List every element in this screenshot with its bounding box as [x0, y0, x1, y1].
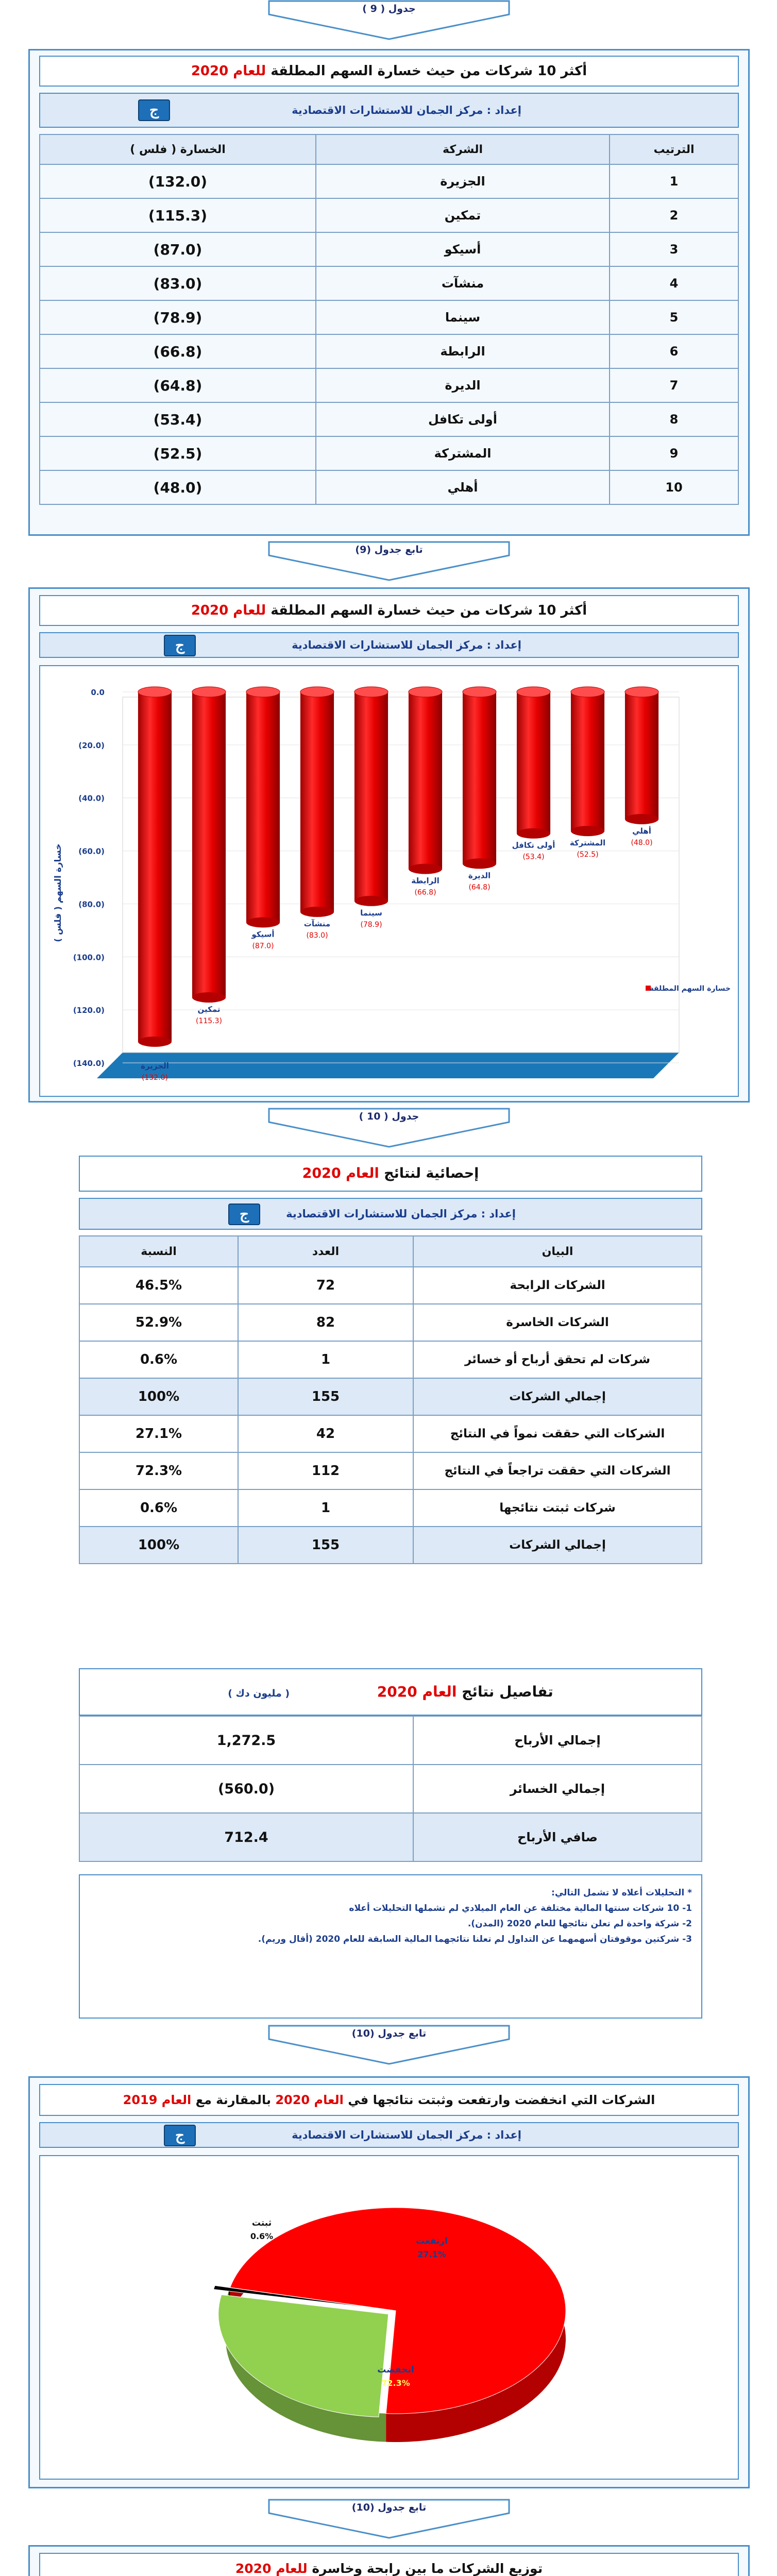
bar-category-label: سينما — [360, 908, 382, 918]
count-cell: 112 — [238, 1452, 413, 1489]
table10-arrow-label: جدول ( 10 ) — [359, 1111, 419, 1122]
bar — [138, 692, 172, 1042]
loss-cell: (64.8) — [40, 368, 316, 402]
label-cell: شركات لم تحقق أرباح أو خسائر — [413, 1341, 702, 1378]
details-row — [79, 1765, 702, 1813]
bar-value-label: (53.4) — [522, 853, 545, 861]
chart1-area — [39, 665, 739, 1097]
table10-arrow — [268, 1108, 510, 1149]
bar-top — [409, 687, 442, 697]
table-row — [40, 436, 738, 470]
company-cell: أسيكو — [316, 232, 610, 266]
col-count-header: العدد — [238, 1236, 413, 1267]
bar-value-label: (78.9) — [360, 920, 382, 929]
table-row — [40, 232, 738, 266]
slice-label: ارتفعت — [416, 2236, 448, 2246]
details-row — [79, 1716, 702, 1765]
count-cell: 1 — [238, 1489, 413, 1527]
slice-label: انخفضت — [377, 2365, 414, 2375]
pie1-title-mid: بالمقارنة مع — [195, 2093, 271, 2107]
bar-value-label: (87.0) — [252, 942, 274, 951]
bar — [409, 692, 442, 869]
loss-cell: (83.0) — [40, 266, 316, 300]
note-line: 2- شركة واحدة لم تعلن نتائجها للعام 2020 (المدن). — [467, 1919, 692, 1929]
col-loss-header: الخسارة ( فلس ) — [40, 134, 316, 164]
details-unit: ( مليون دك ) — [228, 1688, 290, 1699]
y-tick-label: (120.0) — [73, 1006, 105, 1015]
pie1-title-text: الشركات التي انخفضت وارتفعت وثبتت نتائجها في — [348, 2093, 655, 2107]
count-cell: 42 — [238, 1415, 413, 1452]
company-cell: أهلي — [316, 470, 610, 504]
count-cell: 82 — [238, 1304, 413, 1341]
pie-chart-1 — [40, 2156, 738, 2479]
bar-base — [517, 828, 550, 839]
pie1-title-year1: العام 2020 — [275, 2093, 344, 2107]
table9-panel — [28, 49, 750, 536]
slice-value-label: 72.3% — [381, 2378, 410, 2388]
pie-slice — [218, 2295, 388, 2417]
table-row — [40, 402, 738, 436]
notes-box — [79, 1874, 702, 2019]
details-label: صافي الأرباح — [413, 1813, 702, 1861]
details-grid — [79, 1716, 702, 1862]
table10-grid — [79, 1235, 702, 1564]
loss-cell: (87.0) — [40, 232, 316, 266]
pie1-area — [39, 2155, 739, 2480]
details-value: 1,272.5 — [79, 1716, 413, 1765]
table9-arrow-label: جدول ( 9 ) — [362, 3, 416, 14]
pie1-arrow-label: تابع جدول (10) — [351, 2028, 427, 2039]
details-title — [79, 1668, 702, 1716]
chart1-arrow — [268, 541, 510, 582]
table10-title-year: العام 2020 — [302, 1165, 379, 1181]
note-line: 1- 10 شركات سنتها المالية مختلفة عن العام الميلادي لم تشملها التحليلات أعلاه — [349, 1903, 692, 1913]
loss-cell: (132.0) — [40, 164, 316, 198]
legend-label: خسارة السهم المطلقة — [649, 985, 731, 993]
bar — [192, 692, 226, 997]
loss-cell: (66.8) — [40, 334, 316, 368]
company-cell: المشتركة — [316, 436, 610, 470]
pct-cell: 52.9% — [79, 1304, 238, 1341]
logo-icon: ج — [228, 1204, 260, 1225]
loss-cell: (52.5) — [40, 436, 316, 470]
col-rank-header: الترتيب — [610, 134, 738, 164]
table10-title-text: إحصائية لنتائج — [384, 1165, 479, 1181]
bar-top — [517, 687, 550, 697]
bar-category-label: الجزيرة — [141, 1061, 169, 1071]
pie2-title — [39, 2553, 739, 2576]
bar — [300, 692, 334, 912]
pie2-arrow-label: تابع جدول (10) — [351, 2502, 427, 2513]
note-line: 3- شركتين موقوفتان أسهمهما عن التداول لم تعلنا نتائجهما المالية السابقة للعام 2020 (أقال وريم). — [258, 1934, 692, 1944]
pie2-title-year: للعام 2020 — [235, 2561, 308, 2576]
label-cell: الشركات الرابحة — [413, 1267, 702, 1304]
rank-cell: 10 — [610, 470, 738, 504]
bar-base — [246, 917, 280, 927]
table9-grid — [39, 134, 739, 505]
pct-cell: 72.3% — [79, 1452, 238, 1489]
rank-cell: 2 — [610, 198, 738, 232]
bar-chart — [40, 666, 738, 1096]
y-tick-label: (60.0) — [78, 846, 105, 856]
bar-category-label: الديرة — [468, 871, 491, 880]
bar-category-label: أهلي — [632, 826, 651, 836]
details-title-text: تفاصيل نتائج — [462, 1683, 553, 1700]
chart1-title — [39, 595, 739, 626]
bar-value-label: (115.3) — [195, 1016, 223, 1025]
pie2-arrow — [268, 2499, 510, 2540]
pct-cell: 100% — [79, 1378, 238, 1415]
bar-category-label: المشتركة — [569, 838, 606, 848]
company-cell: أولى تكافل — [316, 402, 610, 436]
col-company-header: الشركة — [316, 134, 610, 164]
bar-value-label: (66.8) — [414, 888, 436, 897]
table-row — [40, 198, 738, 232]
rank-cell: 7 — [610, 368, 738, 402]
chart1-arrow-label: تابع جدول (9) — [355, 544, 423, 555]
bar-base — [354, 896, 388, 906]
bar-base — [625, 814, 658, 824]
details-value: 712.4 — [79, 1813, 413, 1861]
pie2-panel — [28, 2545, 750, 2576]
pie1-arrow — [268, 2025, 510, 2066]
bar — [571, 692, 604, 831]
bar-base — [463, 858, 496, 869]
table-row — [79, 1452, 702, 1489]
table-row — [79, 1341, 702, 1378]
y-tick-label: (20.0) — [78, 740, 105, 750]
bar-category-label: تمكين — [197, 1004, 221, 1014]
rank-cell: 9 — [610, 436, 738, 470]
details-value: (560.0) — [79, 1765, 413, 1813]
bar — [246, 692, 280, 922]
rank-cell: 3 — [610, 232, 738, 266]
company-cell: منشآت — [316, 266, 610, 300]
col-pct-header: النسبة — [79, 1236, 238, 1267]
chart1-title-text: أكثر 10 شركات من حيث خسارة السهم المطلقة — [271, 603, 587, 618]
pie1-panel — [28, 2076, 750, 2488]
bar-top — [138, 687, 172, 697]
slice-label: ثبتت — [251, 2218, 272, 2228]
pct-cell: 0.6% — [79, 1489, 238, 1527]
y-tick-label: (100.0) — [73, 953, 105, 962]
col-label-header: البيان — [413, 1236, 702, 1267]
rank-cell: 6 — [610, 334, 738, 368]
y-tick-label: (40.0) — [78, 793, 105, 803]
chart-floor — [97, 1053, 679, 1078]
pct-cell: 27.1% — [79, 1415, 238, 1452]
bar-top — [625, 687, 658, 697]
bar-base — [571, 826, 604, 836]
table9-title — [39, 56, 739, 87]
details-title-year: العام 2020 — [377, 1683, 457, 1700]
table9-title-year: للعام 2020 — [191, 63, 266, 79]
company-cell: الرابطة — [316, 334, 610, 368]
bar-value-label: (64.8) — [468, 883, 491, 892]
table-row — [40, 368, 738, 402]
label-cell: إجمالي الشركات — [413, 1527, 702, 1564]
pie1-title-year2: العام 2019 — [123, 2093, 192, 2107]
bar-value-label: (132.0) — [141, 1073, 168, 1082]
pct-cell: 0.6% — [79, 1341, 238, 1378]
table-row — [79, 1304, 702, 1341]
count-cell: 72 — [238, 1267, 413, 1304]
table-row — [79, 1489, 702, 1527]
y-tick-label: 0.0 — [91, 688, 105, 697]
table-row — [40, 470, 738, 504]
bar-value-label: (52.5) — [577, 851, 599, 859]
label-cell: شركات ثبتت نتائجها — [413, 1489, 702, 1527]
details-row — [79, 1813, 702, 1861]
rank-cell: 5 — [610, 300, 738, 334]
bar-value-label: (83.0) — [306, 931, 328, 940]
label-cell: الشركات التي حققت تراجعاً في النتائج — [413, 1452, 702, 1489]
bar — [517, 692, 550, 834]
table-row — [40, 164, 738, 198]
bar-base — [409, 864, 442, 874]
company-cell: الجزيرة — [316, 164, 610, 198]
bar-base — [138, 1037, 172, 1047]
table10-title — [79, 1156, 702, 1192]
slice-value-label: 0.6% — [250, 2231, 274, 2241]
bar — [463, 692, 496, 863]
count-cell: 155 — [238, 1527, 413, 1564]
table10-source — [79, 1198, 702, 1230]
slice-value-label: 27.1% — [417, 2249, 446, 2259]
chart1-source-text: إعداد : مركز الجمان للاستشارات الاقتصادية — [292, 639, 521, 651]
table-row — [79, 1415, 702, 1452]
table9-arrow — [268, 0, 510, 41]
details-label: إجمالي الخسائر — [413, 1765, 702, 1813]
bar-top — [463, 687, 496, 697]
bar-value-label: (48.0) — [631, 838, 653, 847]
table10-panel — [72, 1154, 706, 2081]
bar-base — [300, 907, 334, 917]
company-cell: سينما — [316, 300, 610, 334]
rank-cell: 4 — [610, 266, 738, 300]
count-cell: 1 — [238, 1341, 413, 1378]
bar — [625, 692, 658, 819]
table-row — [40, 266, 738, 300]
chart1-source — [39, 632, 739, 658]
pct-cell: 100% — [79, 1527, 238, 1564]
y-tick-label: (80.0) — [78, 900, 105, 909]
pie1-source — [39, 2122, 739, 2148]
bar — [354, 692, 388, 901]
loss-cell: (115.3) — [40, 198, 316, 232]
note-line: * التحليلات أعلاه لا تشمل التالي: — [551, 1888, 692, 1898]
logo-icon: ج — [164, 635, 196, 656]
rank-cell: 1 — [610, 164, 738, 198]
table-row — [40, 300, 738, 334]
company-cell: تمكين — [316, 198, 610, 232]
bar-category-label: أولى تكافل — [512, 840, 555, 850]
pie1-source-text: إعداد : مركز الجمان للاستشارات الاقتصادية — [292, 2129, 521, 2141]
label-cell: الشركات الخاسرة — [413, 1304, 702, 1341]
pie1-title — [39, 2084, 739, 2116]
bar-category-label: أسيكو — [251, 929, 275, 939]
label-cell: إجمالي الشركات — [413, 1378, 702, 1415]
bar-top — [571, 687, 604, 697]
rank-cell: 8 — [610, 402, 738, 436]
y-tick-label: (140.0) — [73, 1059, 105, 1068]
table10-source-text: إعداد : مركز الجمان للاستشارات الاقتصادية — [286, 1208, 516, 1220]
table9-source-text: إعداد : مركز الجمان للاستشارات الاقتصادية — [292, 104, 521, 116]
bar-category-label: الرابطة — [411, 876, 440, 886]
loss-cell: (78.9) — [40, 300, 316, 334]
label-cell: الشركات التي حققت نمواً في النتائج — [413, 1415, 702, 1452]
logo-icon: ج — [138, 99, 170, 121]
bar-base — [192, 992, 226, 1003]
chart1-title-year: للعام 2020 — [191, 603, 266, 618]
bar-category-label: منشآت — [303, 919, 331, 928]
table-row — [79, 1267, 702, 1304]
count-cell: 155 — [238, 1378, 413, 1415]
bar-top — [354, 687, 388, 697]
y-axis-label: خسارة السهم ( فلس ) — [53, 843, 63, 942]
pct-cell: 46.5% — [79, 1267, 238, 1304]
total-row — [79, 1527, 702, 1564]
loss-cell: (48.0) — [40, 470, 316, 504]
logo-icon: ج — [164, 2125, 196, 2146]
total-row — [79, 1378, 702, 1415]
chart1-panel — [28, 587, 750, 1103]
bar-top — [246, 687, 280, 697]
table-row — [40, 334, 738, 368]
bar-top — [300, 687, 334, 697]
details-label: إجمالي الأرباح — [413, 1716, 702, 1765]
loss-cell: (53.4) — [40, 402, 316, 436]
bar-top — [192, 687, 226, 697]
table9-title-text: أكثر 10 شركات من حيث خسارة السهم المطلقة — [271, 63, 587, 79]
pie2-title-text: توزيع الشركات ما بين رابحة وخاسرة — [312, 2561, 543, 2576]
company-cell: الديرة — [316, 368, 610, 402]
